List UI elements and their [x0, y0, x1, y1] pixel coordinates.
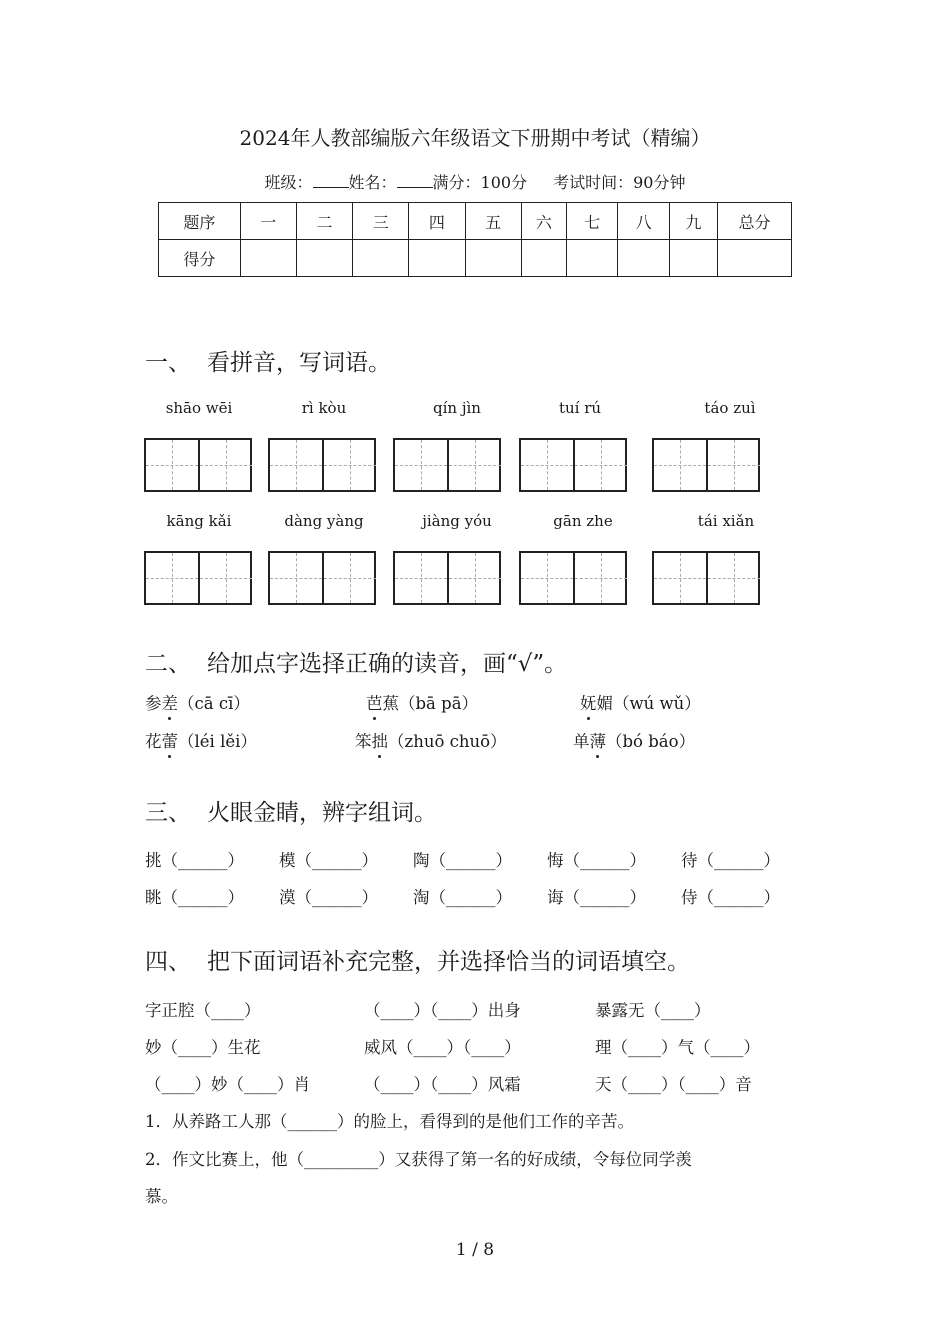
pinyin-label: tái xiǎn [697, 512, 755, 530]
pinyin-label: tuí rú [558, 399, 602, 417]
table-cell: 得分 [159, 240, 241, 277]
section-heading: 火眼金睛，辨字组词。 [207, 800, 437, 826]
name-label: 姓名： [348, 173, 397, 192]
section-number: 四、 [145, 949, 191, 975]
section-3-title [145, 794, 437, 827]
writing-grid[interactable] [393, 551, 501, 605]
score-input-cell[interactable] [353, 240, 409, 277]
section-2-title [145, 645, 567, 678]
writing-grid[interactable] [268, 438, 376, 492]
dotted-char: 差 [162, 690, 179, 714]
score-input-cell[interactable] [718, 240, 792, 277]
table-cell: 三 [353, 203, 409, 240]
reading-option[interactable] [580, 690, 701, 714]
name-blank [397, 171, 433, 188]
score-input-cell[interactable] [618, 240, 669, 277]
word-blank[interactable]: 模（______） [279, 851, 378, 870]
writing-grid[interactable] [652, 551, 760, 605]
pinyin-label: gān zhe [553, 512, 613, 530]
table-cell: 七 [567, 203, 618, 240]
char: 参 [145, 694, 162, 713]
exam-info-line [0, 170, 950, 193]
table-cell: 九 [669, 203, 717, 240]
section-4-title [145, 943, 690, 976]
writing-grid[interactable] [519, 438, 627, 492]
pinyin-label: dàng yàng [284, 512, 364, 530]
writing-grid[interactable] [393, 438, 501, 492]
pinyin-choices: 媚（wú wǔ） [596, 694, 701, 713]
score-input-cell[interactable] [567, 240, 618, 277]
writing-grid[interactable] [144, 551, 252, 605]
table-cell: 四 [409, 203, 465, 240]
full-score: 满分：100分 [432, 173, 528, 192]
reading-option[interactable] [366, 690, 478, 714]
idiom-blank[interactable]: 威风（____）（____） [364, 1038, 521, 1057]
pinyin-label: qín jìn [433, 399, 481, 417]
section-heading: 把下面词语补充完整，并选择恰当的词语填空。 [207, 949, 690, 975]
table-cell: 二 [296, 203, 352, 240]
section-number: 一、 [145, 350, 191, 376]
score-input-cell[interactable] [669, 240, 717, 277]
fill-in-sentence-1[interactable]: 1．从养路工人那（______）的脸上，看得到的是他们工作的辛苦。 [145, 1112, 634, 1131]
score-input-cell[interactable] [240, 240, 296, 277]
table-cell: 一 [240, 203, 296, 240]
idiom-blank[interactable]: 理（____）气（____） [595, 1038, 760, 1057]
table-cell: 五 [465, 203, 521, 240]
table-cell: 六 [521, 203, 566, 240]
exam-time: 考试时间：90分钟 [553, 173, 686, 192]
fill-in-sentence-2-continued: 慕。 [145, 1187, 178, 1206]
class-blank [313, 171, 349, 188]
idiom-blank[interactable]: （____）妙（____）肖 [145, 1075, 310, 1094]
fill-in-sentence-2[interactable]: 2．作文比赛上，他（_________）又获得了第一名的好成绩，令每位同学羡 [145, 1150, 692, 1169]
pinyin-label: jiàng yóu [422, 512, 492, 530]
dotted-char: 蕾 [162, 728, 179, 752]
idiom-blank[interactable]: 暴露无（____） [595, 1001, 711, 1020]
word-blank[interactable]: 眺（______） [145, 888, 244, 907]
char: 笨 [355, 732, 372, 751]
table-cell: 题序 [159, 203, 241, 240]
reading-option[interactable] [145, 728, 257, 752]
reading-option[interactable] [355, 728, 507, 752]
writing-grid[interactable] [144, 438, 252, 492]
pinyin-choices: （zhuō chuō） [388, 732, 507, 751]
score-table-header-row [159, 203, 792, 240]
dotted-char: 妩 [580, 690, 597, 714]
idiom-blank[interactable]: （____）（____）风霜 [364, 1075, 521, 1094]
section-number: 二、 [145, 651, 191, 677]
score-table [158, 202, 792, 277]
class-label: 班级： [264, 173, 313, 192]
score-input-cell[interactable] [409, 240, 465, 277]
pinyin-choices: 蕉（bā pā） [382, 694, 479, 713]
word-blank[interactable]: 悔（______） [547, 851, 646, 870]
word-blank[interactable]: 待（______） [681, 851, 780, 870]
char: 单 [573, 732, 590, 751]
word-blank[interactable]: 侍（______） [681, 888, 780, 907]
word-blank[interactable]: 挑（______） [145, 851, 244, 870]
score-input-cell[interactable] [521, 240, 566, 277]
page-number: 1 / 8 [455, 1240, 495, 1260]
pinyin-label: shāo wēi [165, 399, 233, 417]
writing-grid[interactable] [268, 551, 376, 605]
writing-grid[interactable] [652, 438, 760, 492]
table-cell: 八 [618, 203, 669, 240]
idiom-blank[interactable]: 妙（____）生花 [145, 1038, 261, 1057]
pinyin-choices: （bó báo） [606, 732, 696, 751]
writing-grid[interactable] [519, 551, 627, 605]
section-heading: 看拼音，写词语。 [207, 350, 391, 376]
char: 花 [145, 732, 162, 751]
word-blank[interactable]: 诲（______） [547, 888, 646, 907]
idiom-blank[interactable]: 字正腔（____） [145, 1001, 261, 1020]
dotted-char: 薄 [590, 728, 607, 752]
section-1-title [145, 344, 391, 377]
word-blank[interactable]: 陶（______） [413, 851, 512, 870]
pinyin-choices: （léi lěi） [178, 732, 257, 751]
reading-option[interactable] [573, 728, 695, 752]
word-blank[interactable]: 淘（______） [413, 888, 512, 907]
idiom-blank[interactable]: （____）（____）出身 [364, 1001, 521, 1020]
dotted-char: 芭 [366, 690, 383, 714]
pinyin-choices: （cā cī） [178, 694, 250, 713]
dotted-char: 拙 [372, 728, 389, 752]
word-blank[interactable]: 漠（______） [279, 888, 378, 907]
reading-option[interactable] [145, 690, 250, 714]
pinyin-label: kāng kǎi [166, 512, 232, 530]
score-input-cell[interactable] [296, 240, 352, 277]
document-title: 2024年人教部编版六年级语文下册期中考试（精编） [239, 126, 711, 150]
section-number: 三、 [145, 800, 191, 826]
score-input-cell[interactable] [465, 240, 521, 277]
section-heading: 给加点字选择正确的读音，画“√”。 [207, 651, 568, 677]
pinyin-label: rì kòu [301, 399, 347, 417]
pinyin-label: táo zuì [704, 399, 756, 417]
score-table-row [159, 240, 792, 277]
table-cell: 总分 [718, 203, 792, 240]
idiom-blank[interactable]: 天（____）（____）音 [595, 1075, 752, 1094]
